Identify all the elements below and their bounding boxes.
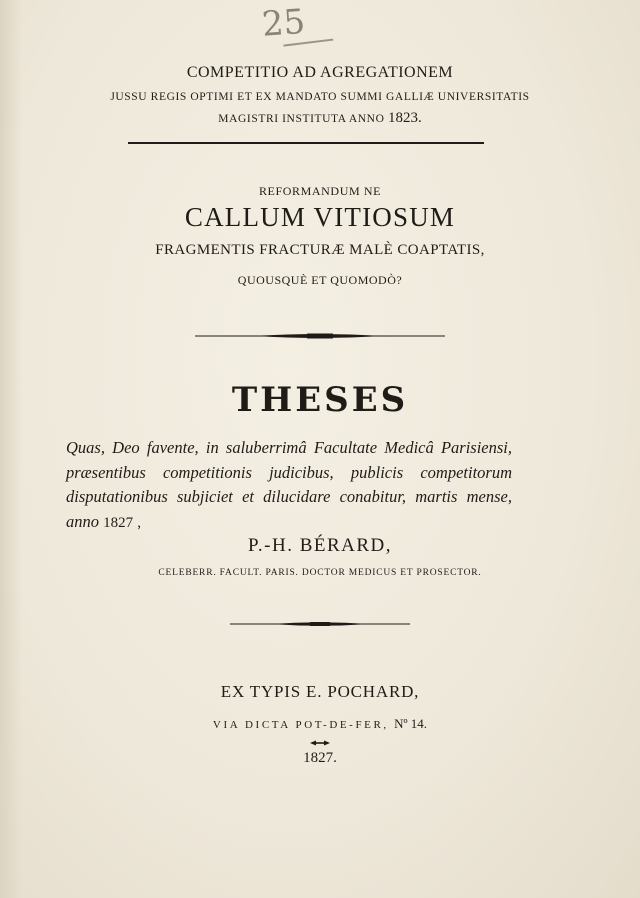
subject-line-3: FRAGMENTIS FRACTURÆ MALÈ COAPTATIS,: [155, 242, 485, 258]
main-title: THESES: [231, 380, 409, 420]
description-paragraph: [66, 436, 512, 535]
handwritten-shelfmark: 25: [261, 0, 344, 49]
printer-address: [0, 716, 640, 732]
subject-line-2: CALLUM VITIOSUM: [184, 202, 456, 232]
imprint-year: 1827.: [303, 750, 337, 766]
subject-line-4: QUOUSQUÈ ET QUOMODÒ?: [237, 273, 403, 287]
ornamental-rule-top: [0, 332, 640, 340]
header-line-2: JUSSU REGIS OPTIMI ET EX MANDATO SUMMI GALLIÆ UNIVERSITATIS: [110, 91, 530, 103]
header-line-1: COMPETITIO AD AGREGATIONEM: [186, 64, 454, 81]
small-ornament: [0, 738, 640, 749]
printer-line: EX TYPIS E. POCHARD,: [220, 682, 420, 701]
description-end: ,: [137, 514, 141, 531]
address-number: Nº 14.: [394, 716, 428, 731]
header-rule: [128, 142, 484, 144]
author-credentials: CELEBERR. FACULT. PARIS. DOCTOR MEDICUS ET PROSECTOR.: [158, 568, 482, 578]
description-year: 1827: [103, 514, 134, 531]
ornamental-rule-bottom: [0, 620, 640, 628]
author-name: P.-H. BÉRARD,: [247, 535, 393, 556]
header-year: 1823.: [387, 110, 422, 126]
address-text: VIA DICTA POT-DE-FER,: [212, 719, 389, 731]
subject-line-1: REFORMANDUM NE: [258, 184, 382, 198]
header-line-3-text: MAGISTRI INSTITUTA ANNO: [218, 113, 385, 125]
description-text: Quas, Deo favente, in saluberrimâ Facultate Medicâ Parisiensi, præsentibus competitionis judicibus, publicis competitorum disputationibus subjiciet et dilucidare conabitur, martis mense, anno: [66, 438, 512, 531]
header-line-3: [0, 110, 640, 127]
